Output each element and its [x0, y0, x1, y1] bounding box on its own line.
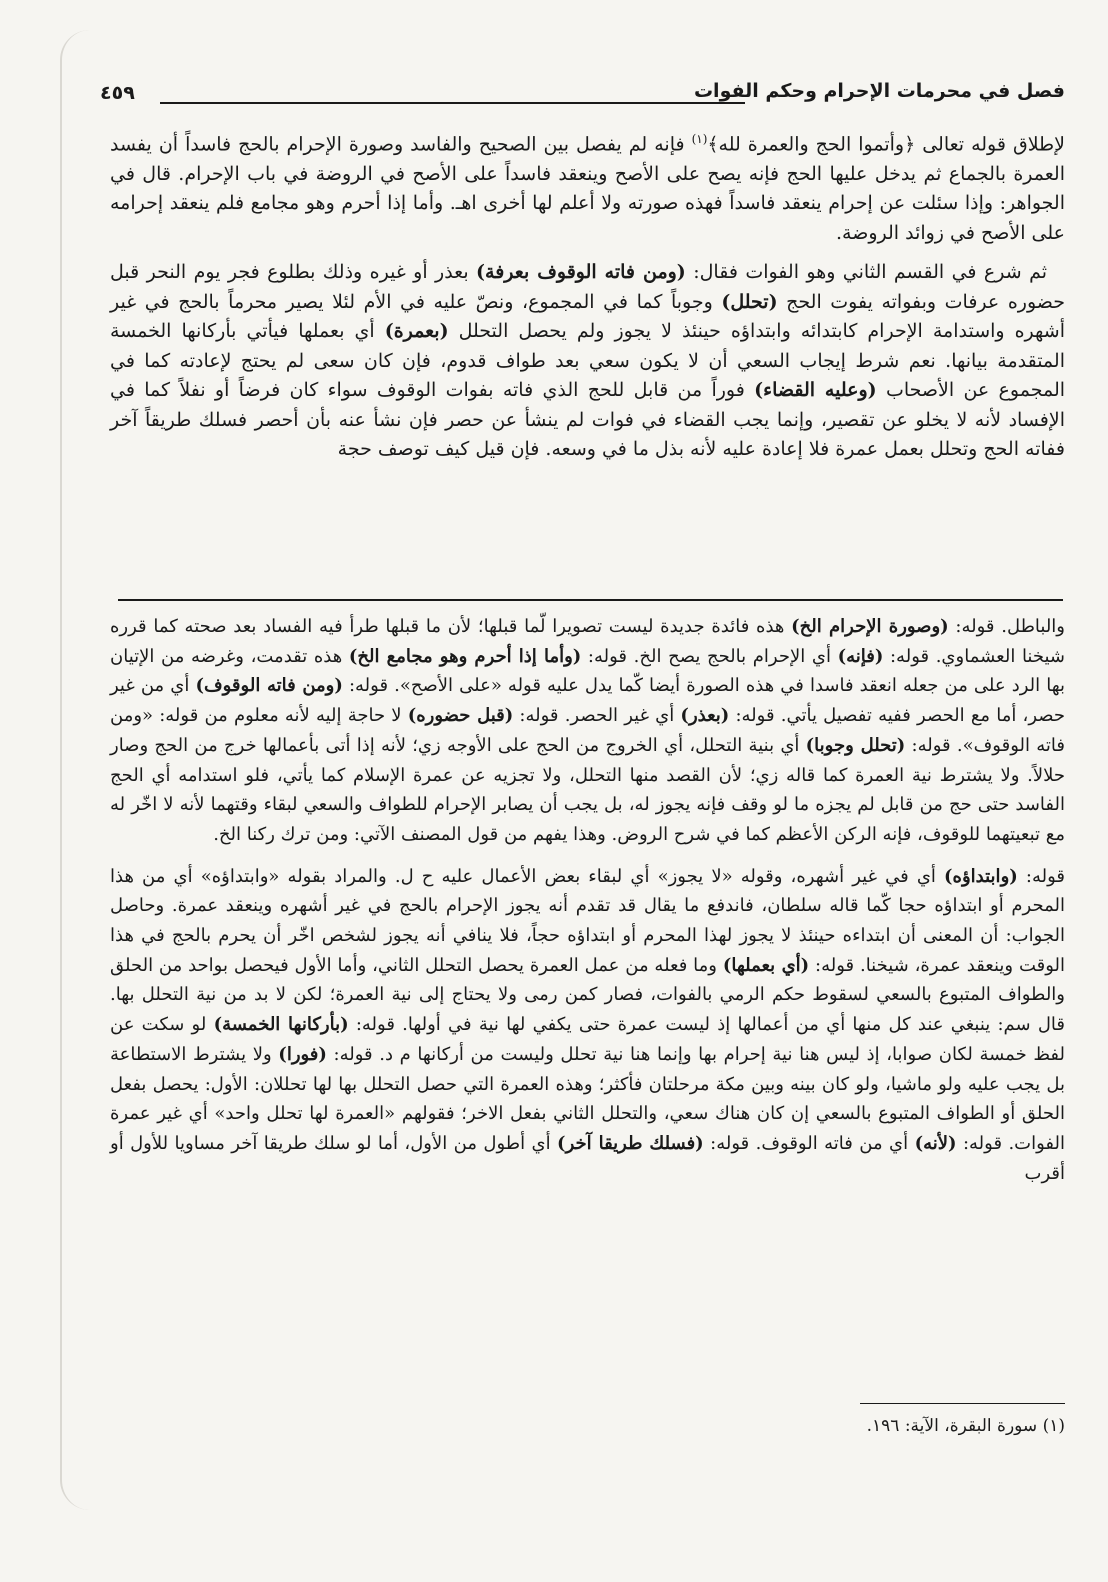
text-commentary-divider	[118, 599, 1063, 601]
chapter-title: فصل في محرمات الإحرام وحكم الفوات	[693, 80, 1065, 102]
commentary-text	[110, 612, 1065, 1188]
commentary-paragraph-1: والباطل. قوله: (وصورة الإحرام الخ) هذه فائدة جديدة ليست تصويرا لّما قبلها؛ لأن ما قبلها طرأ فيه الفساد بعد صحته كما قرره شيخنا العشماوي. قوله: (فإنه) أي الإحرام بالحج يصح الخ. قوله: (وأما إذا أحرم وهو مجامع الخ) هذه تقدمت، وغرضه من الإتيان بها الرد على من جعله انعقد فاسدا في هذه الصورة أيضا كّما يدل عليه قوله «على الأصح». قوله: (ومن فاته الوقوف) أي من غير حصر، أما مع الحصر ففيه تفصيل يأتي. قوله: (بعذر) أي غير الحصر. قوله: (قبل حضوره) لا حاجة إليه لأنه معلوم من قوله: «ومن فاته الوقوف». قوله: (تحلل وجوبا) أي بنية التحلل، أي الخروج من الحج على الأوجه زي؛ لأنه إذا أتى بأعمالها خرج من الحج وصار حلالاً. ولا يشترط نية العمرة كما قاله زي؛ لأن القصد منها التحلل، ولا تجزيه عن عمرة الإسلام كما يأتي، فلو استدامه أي الحج الفاسد حتى حج من قابل لم يجزه ما لو وقف فإنه يجوز له، بل يجب أن يصابر الإحرام للطواف والسعي لبقاء وقتهما لأنه لا اخّر له مع تبعيتهما للوقوف، فإنه الركن الأعظم كما في شرح الروض. وهذا يفهم من قول المصنف الآتي: ومن ترك ركنا الخ.	[110, 616, 1066, 845]
main-paragraph-1: لإطلاق قوله تعالى ﴿وأتموا الحج والعمرة لله﴾$^{(١)}$ فإنه لم يفصل بين الصحيح والفاسد وصورة الإحرام بالحج فاسداً أن يفسد العمرة بالجماع ثم يدخل عليها الحج فإنه يصح على الأصح وينعقد فاسداً على الأصح في الروضة في باب الإحرام. قال في الجواهر: وإذا سئلت عن إحرام ينعقد فاسداً فهذه صورته ولا أعلم لها أخرى اهـ. وأما إذا أحرم وهو مجامع فلم ينعقد إحرامه على الأصح في زوائد الروضة.	[110, 132, 1065, 244]
main-paragraph-2: ثم شرع في القسم الثاني وهو الفوات فقال: (ومن فاته الوقوف بعرفة) بعذر أو غيره وذلك بطلوع فجر يوم النحر قبل حضوره عرفات وبفواته يفوت الحج (تحلل) وجوباً كما في المجموع، ونصّ عليه في الأم لئلا يصير محرماً بالحج في غير أشهره واستدامة الإحرام كابتدائه وابتداؤه حينئذ لا يجوز ولم يحصل التحلل (بعمرة) أي بعملها فيأتي بأركانها الخمسة المتقدمة بيانها. نعم شرط إيجاب السعي أن لا يكون سعي بعد طواف قدوم، فإن كان سعى لم يحتج لإعادته كما في المجموع عن الأصحاب (وعليه القضاء) فوراً من قابل للحج الذي فاته بفوات الوقوف سواء كان فرضاً أو نفلاً كما في الإفساد لأنه لا يخلو عن تقصير، وإنما يجب القضاء في فوات لم ينشأ عن حصر فإن نشأ عنه بأن أحصر فسلك طريقاً آخر ففاته الحج وتحلل بعمل عمرة فلا إعادة عليه لأنه بذل ما في وسعه. فإن قيل كيف توصف حجة	[110, 261, 1066, 461]
page-binding-edge	[60, 30, 102, 1510]
page-number: ٤٥٩	[100, 82, 135, 104]
footnote: (١) سورة البقرة، الآية: ١٩٦.	[866, 1416, 1065, 1436]
main-text	[110, 125, 1065, 465]
commentary-paragraph-2: قوله: (وابتداؤه) أي في غير أشهره، وقوله «لا يجوز» أي لبقاء بعض الأعمال عليه ح ل. والمراد بقوله «وابتداؤه» أي من هذا المحرم أو ابتداؤه حجا كّما قاله سلطان، فاندفع ما يقال قد تقدم أنه يجوز الإحرام بالحج في غير أشهره وينعقد عمرة. وحاصل الجواب: أن المعنى أن ابتداءه حينئذ لا يجوز لهذا المحرم أو ابتداؤه حجاً، فلا ينافي أنه يجوز لشخص اخّر أن يحرم بالحج في هذا الوقت وينعقد عمرة، شيخنا. قوله: (أي بعملها) وما فعله من عمل العمرة يحصل التحلل الثاني، وأما الأول فيحصل بواحد من الحلق والطواف المتبوع بالسعي لسقوط حكم الرمي بالفوات، فصار كمن رمى ولا يحتاج إلى نية العمرة؛ لكن لا بد من نية التحلل بها. قال سم: ينبغي عند كل منها أي من أعمالها إذ ليست عمرة حتى يكفي لها نية في أولها. قوله: (بأركانها الخمسة) لو سكت عن لفظ خمسة لكان صوابا، إذ ليس هنا نية إحرام بها وإنما هنا نية تحلل وليست من أركانها م د. قوله: (فورا) ولا يشترط الاستطاعة بل يجب عليه ولو ماشيا، ولو كان بينه وبين مكة مرحلتان فأكثر؛ وهذه العمرة التي حصل التحلل بها لها تحللان: الأول: يحصل بفعل الحلق أو الطواف المتبوع بالسعي إن كان هناك سعي، والتحلل الثاني بفعل الاخر؛ فقولهم «العمرة لها تحلل واحد» أي غير عمرة الفوات. قوله: (لأنه) أي من فاته الوقوف. قوله: (فسلك طريقا آخر) أي أطول من الأول، أما لو سلك طريقا آخر مساويا للأول أو أقرب	[110, 865, 1066, 1184]
footnote-rule	[860, 1403, 1065, 1404]
header-rule	[160, 102, 745, 104]
footnote-ref: (١)	[691, 132, 708, 146]
running-header	[100, 80, 1065, 116]
